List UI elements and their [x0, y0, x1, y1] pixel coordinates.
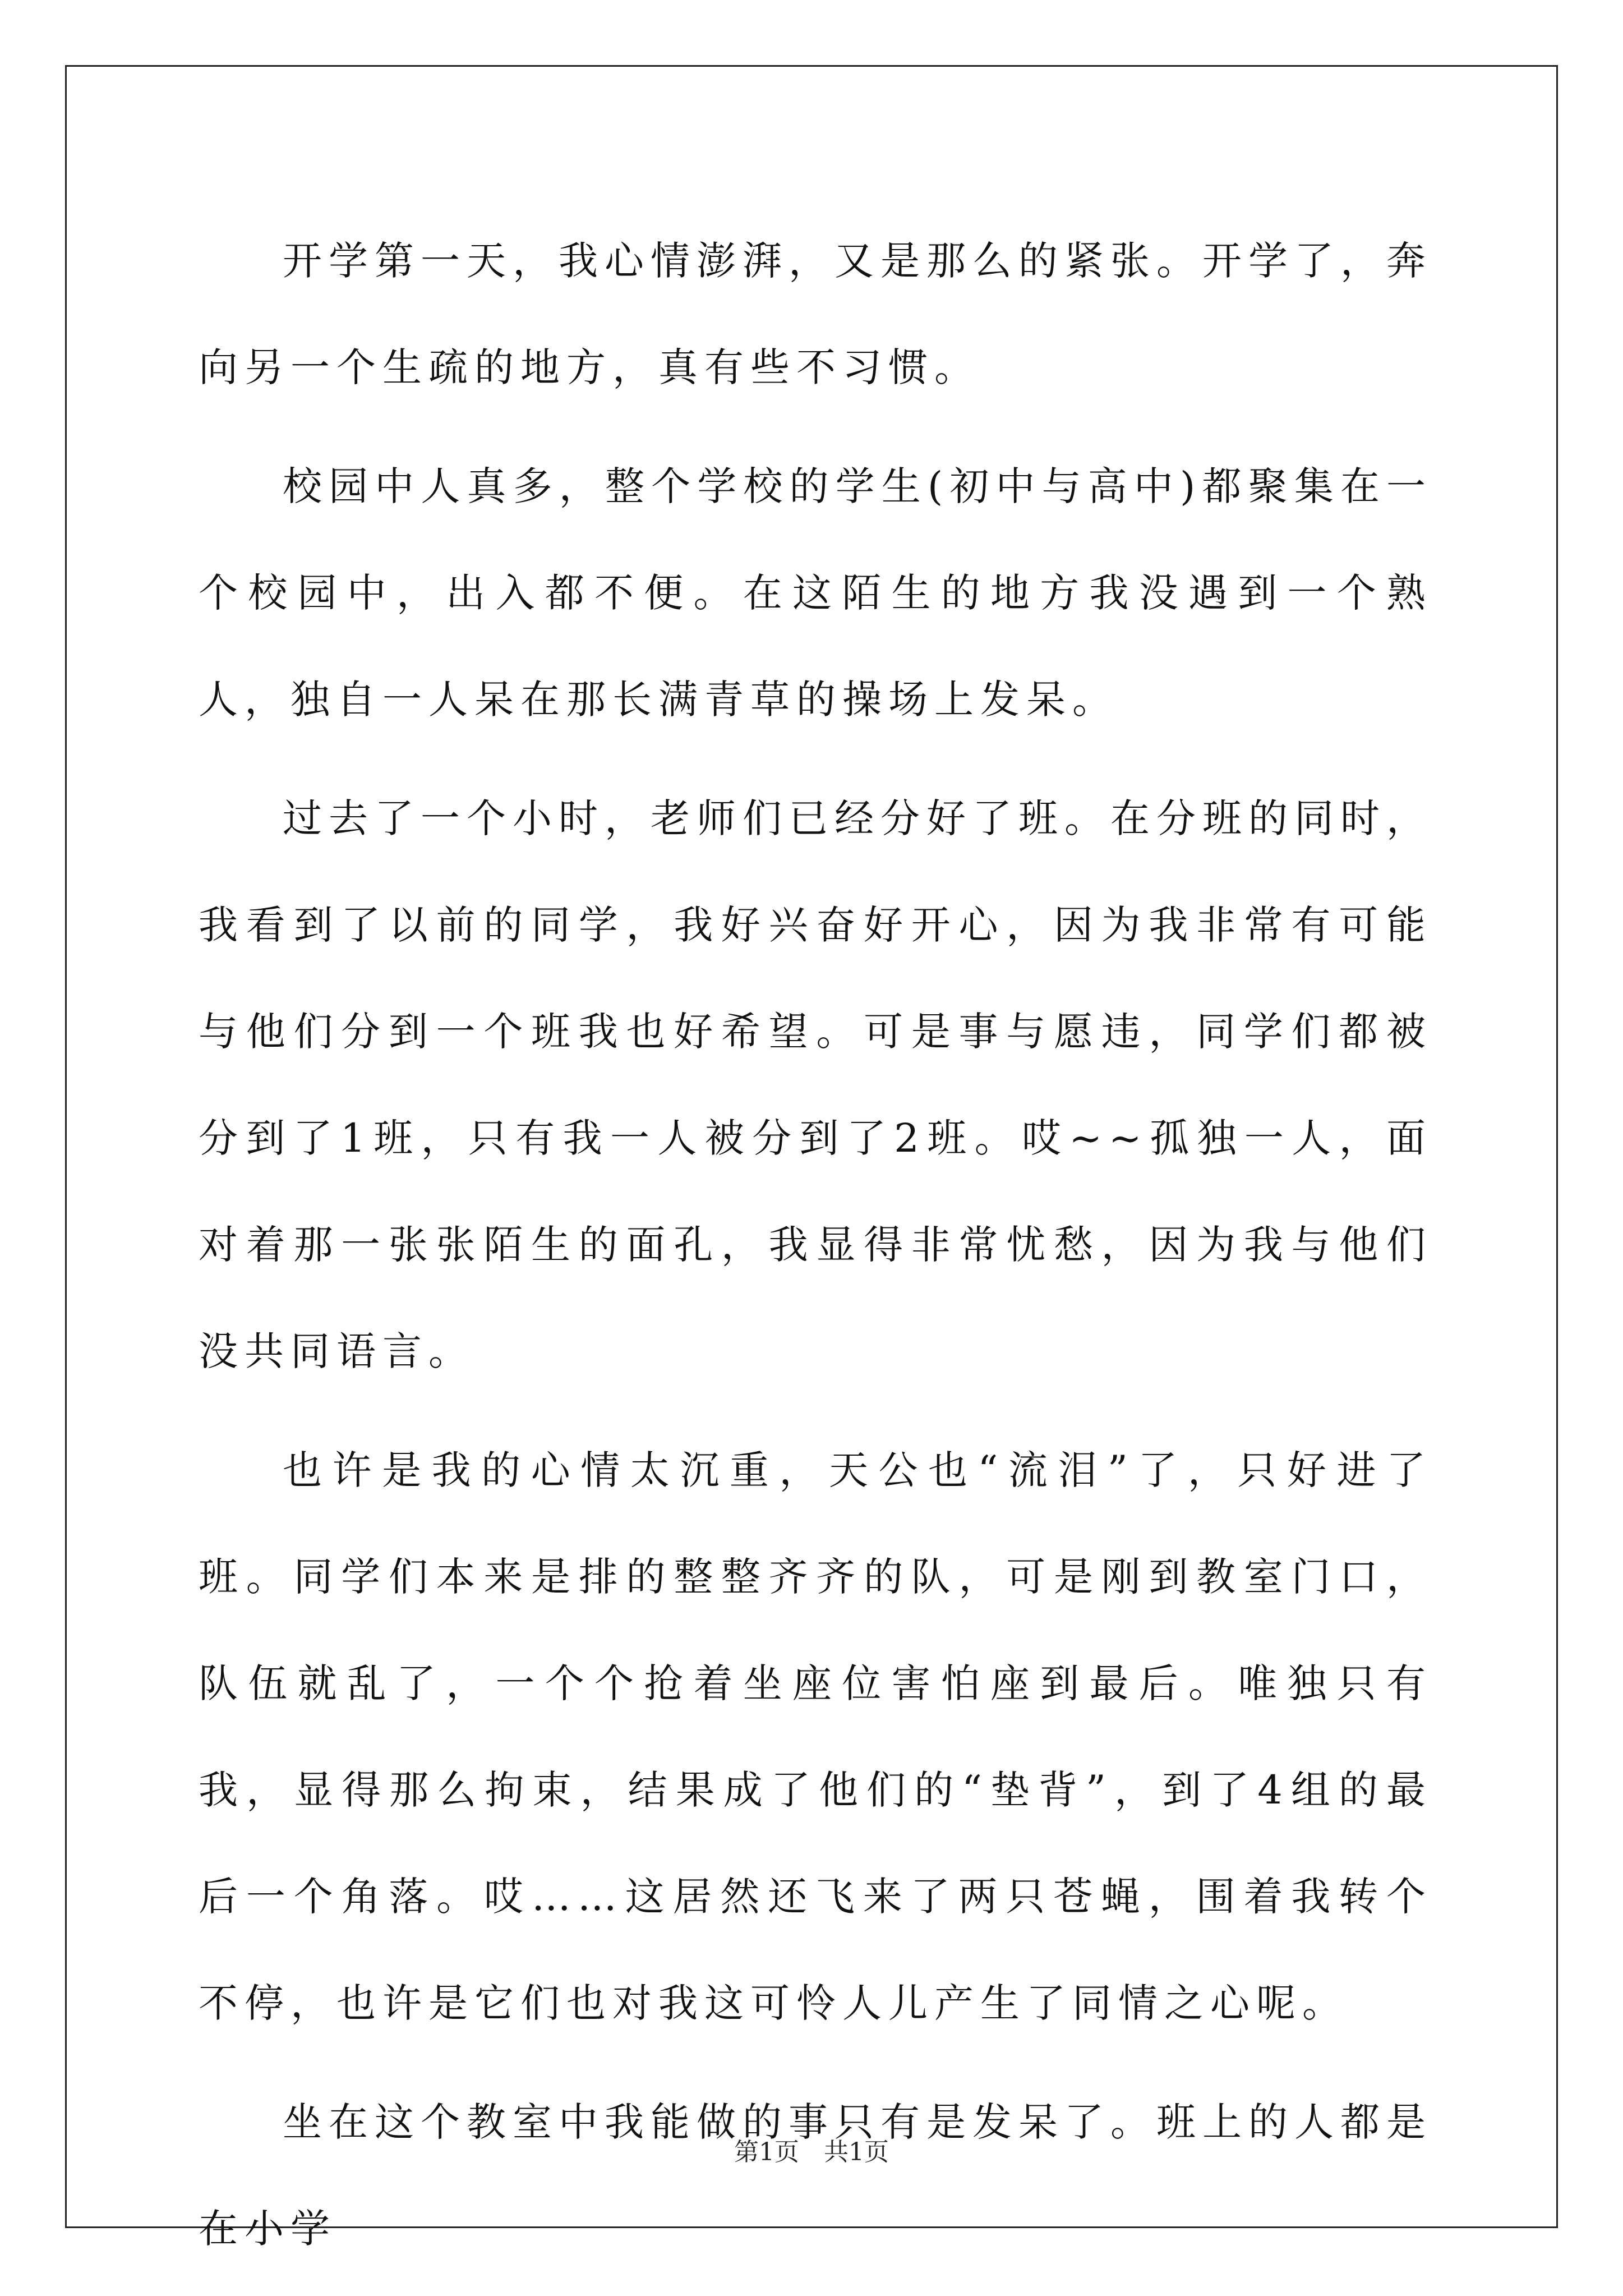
paragraph-1: 开学第一天，我心情澎湃，又是那么的紧张。开学了，奔向另一个生疏的地方，真有些不习惯。 [199, 238, 1432, 390]
paragraph-4: 也许是我的心情太沉重，天公也“流泪”了，只好进了班。同学们本来是排的整整齐齐的队，可是刚到教室门口，队伍就乱了，一个个抢着坐座位害怕座到最后。唯独只有我，显得那么拘束，结果成了他们的“垫背”，到了4组的最后一个角落。哎……这居然还飞来了两只苍蝇，围着我转个不停，也许是它们也对我这可怜人儿产生了同情之心呢。 [199, 1447, 1432, 2026]
paragraph-5: 坐在这个教室中我能做的事只有是发呆了。班上的人都是在小学 [199, 2099, 1432, 2252]
document-body [199, 208, 1432, 2294]
paragraph-2: 校园中人真多，整个学校的学生(初中与高中)都聚集在一个校园中，出入都不便。在这陌生的地方我没遇到一个熟人，独自一人呆在那长满青草的操场上发呆。 [199, 463, 1432, 723]
paragraph-3: 过去了一个小时，老师们已经分好了班。在分班的同时，我看到了以前的同学，我好兴奋好开心，因为我非常有可能与他们分到一个班我也好希望。可是事与愿违，同学们都被分到了1班，只有我一人被分到了2班。哎~~孤独一人，面对着那一张张陌生的面孔，我显得非常忧愁，因为我与他们没共同语言。 [199, 795, 1432, 1374]
page-number-footer: 第1页 共1页 [734, 2138, 889, 2166]
